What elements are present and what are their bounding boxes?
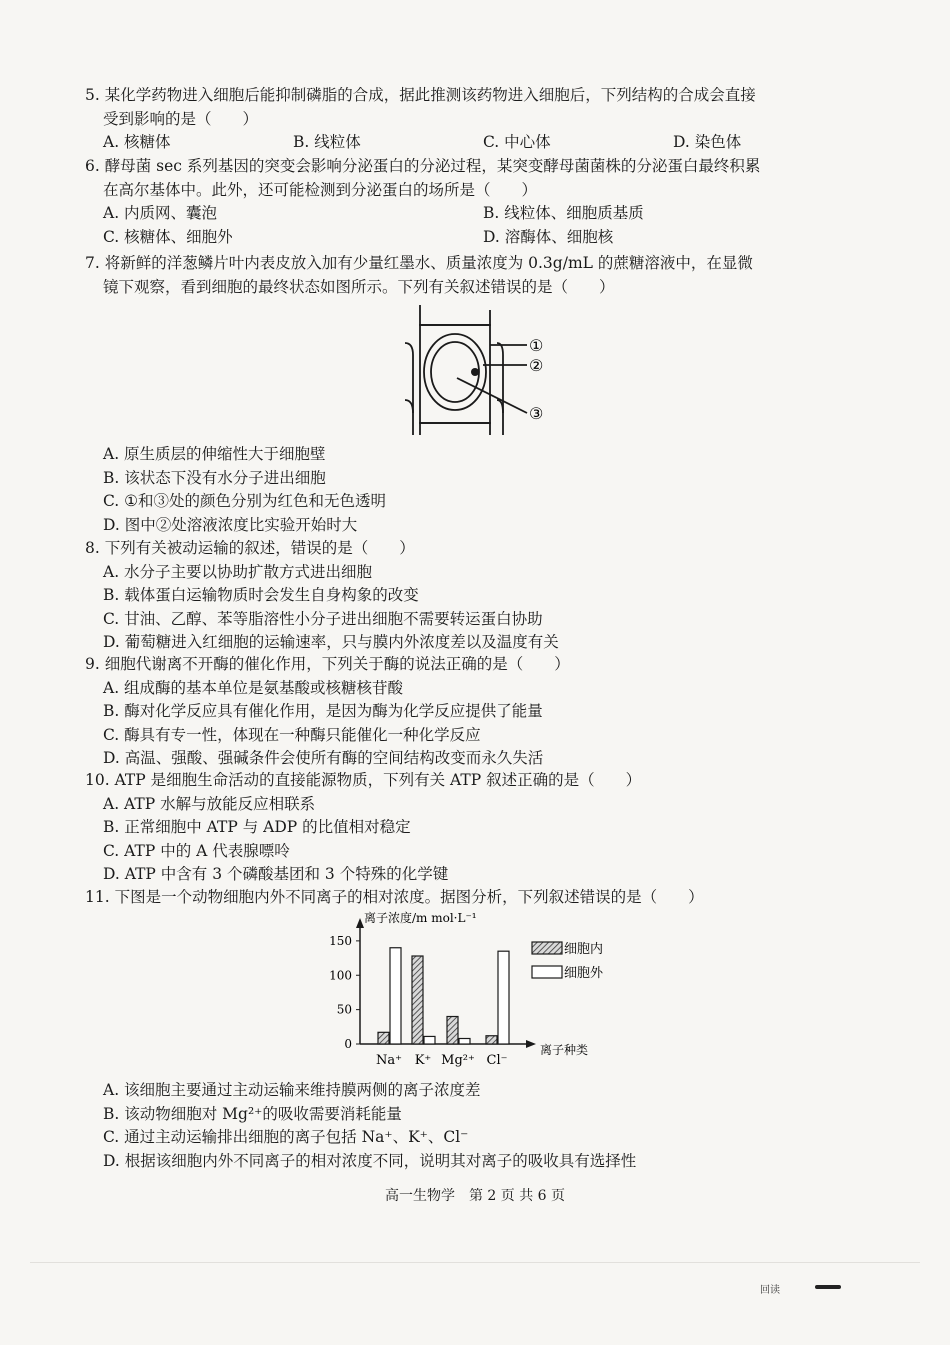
label-1: ① (529, 336, 544, 355)
option-c: C. ①和③处的颜色分别为红色和无色透明 (103, 492, 387, 510)
question-6 (85, 155, 875, 249)
question-stem: 在高尔基体中。此外，还可能检测到分泌蛋白的场所是（ ） (103, 180, 538, 199)
option-d: D. 高温、强酸、强碱条件会使所有酶的空间结构改变而永久失活 (103, 749, 544, 767)
bar-outside (498, 951, 509, 1044)
y-tick-label: 50 (336, 1002, 352, 1017)
option-c: C. 核糖体、细胞外 (103, 227, 233, 246)
x-axis-arrow (526, 1040, 536, 1048)
question-7 (85, 252, 875, 299)
option-c: C. ATP 中的 A 代表腺嘌呤 (103, 841, 290, 860)
question-11 (85, 886, 875, 910)
label-2: ② (529, 356, 544, 375)
question-9 (85, 653, 875, 771)
option-d: D. ATP 中含有 3 个磷酸基团和 3 个特殊的化学键 (103, 865, 449, 883)
category-label: Na⁺ (376, 1053, 402, 1068)
option-b: B. 酶对化学反应具有催化作用，是因为酶为化学反应提供了能量 (103, 702, 543, 720)
option-a: A. 核糖体 (103, 133, 171, 151)
bar-inside (486, 1036, 497, 1044)
category-label: Mg²⁺ (441, 1053, 475, 1068)
question-stem: 11. 下图是一个动物细胞内外不同离子的相对浓度。据图分析，下列叙述错误的是（ ） (85, 888, 704, 906)
option-b: B. 该状态下没有水分子进出细胞 (103, 468, 326, 487)
option-b: B. 线粒体、细胞质基质 (483, 204, 644, 222)
category-label: K⁺ (414, 1053, 432, 1068)
option-c: C. 甘油、乙醇、苯等脂溶性小分子进出细胞不需要转运蛋白协助 (103, 609, 543, 628)
option-d: D. 图中②处溶液浓度比实验开始时大 (103, 515, 358, 534)
corner-bar (815, 1285, 841, 1289)
question-8 (85, 537, 875, 655)
corner-mark: 回读 (760, 1285, 780, 1296)
question-stem: 6. 酵母菌 sec 系列基因的突变会影响分泌蛋白的分泌过程，某突变酵母菌菌株的分泌蛋白最终积累 (85, 157, 761, 175)
legend-label: 细胞内 (564, 942, 604, 957)
option-a: A. 该细胞主要通过主动运输来维持膜两侧的离子浓度差 (103, 1081, 481, 1099)
divider (30, 1262, 920, 1263)
category-label: Cl⁻ (486, 1053, 508, 1068)
ion-chart (320, 910, 640, 1075)
question-stem: 5. 某化学药物进入细胞后能抑制磷脂的合成，据此推测该药物进入细胞后，下列结构的合成会直接 (85, 86, 756, 104)
label-3: ③ (529, 404, 544, 423)
bar-outside (459, 1039, 470, 1045)
y-axis-arrow (356, 918, 364, 928)
option-d: D. 根据该细胞内外不同离子的相对浓度不同，说明其对离子的吸收具有选择性 (103, 1151, 637, 1170)
option-d: D. 葡萄糖进入红细胞的运输速率，只与膜内外浓度差以及温度有关 (103, 633, 559, 651)
option-a: A. 原生质层的伸缩性大于细胞壁 (103, 445, 326, 463)
question-stem: 受到影响的是（ ） (103, 109, 259, 128)
bar-outside (390, 948, 401, 1044)
option-d: D. 染色体 (673, 133, 742, 151)
option-b: B. 线粒体 (293, 133, 361, 151)
y-axis-label: 离子浓度/m mol·L⁻¹ (364, 911, 477, 925)
option-c: C. 酶具有专一性，体现在一种酶只能催化一种化学反应 (103, 725, 481, 744)
page-footer: 高一生物学 第 2 页 共 6 页 (384, 1188, 566, 1204)
legend-swatch (532, 966, 562, 978)
bar-inside (378, 1032, 389, 1044)
bar-outside (424, 1036, 435, 1044)
legend-label: 细胞外 (564, 966, 604, 981)
x-axis-label: 离子种类 (540, 1043, 589, 1057)
question-5 (85, 84, 875, 155)
question-11-options (85, 1079, 875, 1173)
option-b: B. 载体蛋白运输物质时会发生自身构象的改变 (103, 586, 419, 604)
option-c: C. 通过主动运输排出细胞的离子包括 Na⁺、K⁺、Cl⁻ (103, 1128, 469, 1146)
question-7-options (85, 443, 875, 537)
option-d: D. 溶酶体、细胞核 (483, 227, 614, 246)
option-b: B. 该动物细胞对 Mg²⁺的吸收需要消耗能量 (103, 1104, 402, 1123)
option-b: B. 正常细胞中 ATP 与 ADP 的比值相对稳定 (103, 818, 411, 836)
bar-inside (447, 1017, 458, 1045)
option-a: A. ATP 水解与放能反应相联系 (103, 794, 316, 813)
y-tick-label: 0 (344, 1037, 352, 1051)
y-tick-label: 150 (329, 933, 352, 948)
plasmolysis-figure (395, 305, 565, 440)
question-stem: 8. 下列有关被动运输的叙述，错误的是（ ） (85, 539, 415, 557)
option-a: A. 内质网、囊泡 (103, 204, 218, 222)
legend-swatch (532, 942, 562, 954)
question-stem: 7. 将新鲜的洋葱鳞片叶内表皮放入加有少量红墨水、质量浓度为 0.3g/mL 的蔗糖溶液中，在显微 (85, 254, 753, 272)
y-tick-label: 100 (329, 968, 352, 983)
question-stem: 10. ATP 是细胞生命活动的直接能源物质，下列有关 ATP 叙述正确的是（ ） (85, 771, 642, 789)
option-a: A. 组成酶的基本单位是氨基酸或核糖核苷酸 (103, 678, 404, 697)
option-a: A. 水分子主要以协助扩散方式进出细胞 (103, 562, 373, 581)
option-c: C. 中心体 (483, 133, 551, 151)
bar-inside (412, 956, 423, 1044)
question-stem: 9. 细胞代谢离不开酶的催化作用，下列关于酶的说法正确的是（ ） (85, 655, 570, 673)
question-stem: 镜下观察，看到细胞的最终状态如图所示。下列有关叙述错误的是（ ） (103, 277, 615, 296)
question-10 (85, 769, 875, 887)
